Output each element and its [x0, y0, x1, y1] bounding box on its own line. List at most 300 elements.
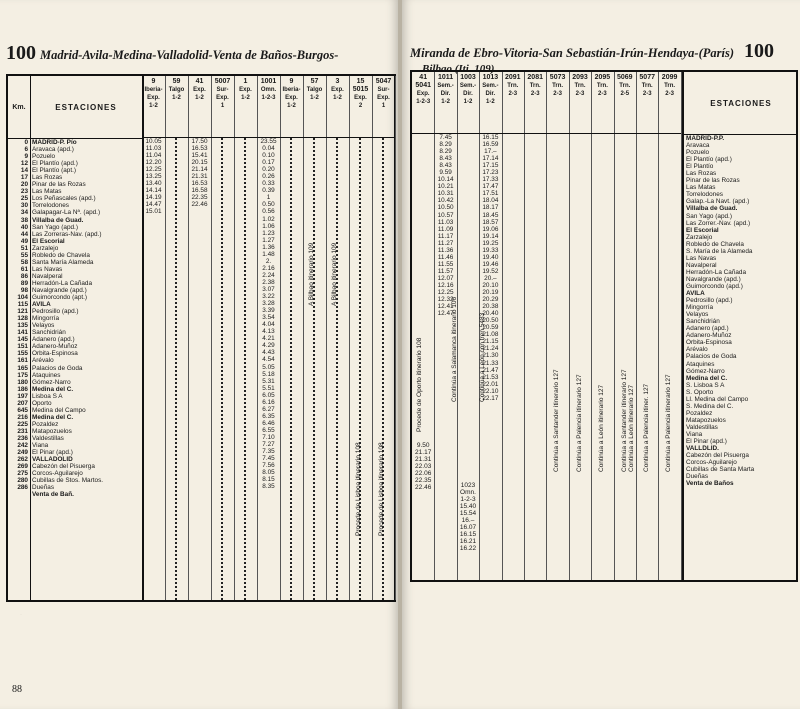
station-name: Venta de Bañ. — [32, 491, 74, 499]
km-value: 197 — [17, 392, 28, 400]
train-type: Trn. — [619, 83, 631, 89]
station-name: Santa María Alameda — [32, 258, 94, 266]
train-number: 5069 — [617, 74, 633, 81]
time-cell: 3.39 — [262, 307, 275, 315]
km-value: 141 — [17, 329, 28, 337]
time-cell: 0.04 — [262, 145, 275, 153]
km-value: 207 — [17, 399, 28, 407]
station-name: Herradón-La Cañada — [686, 268, 747, 276]
train-number: 2091 — [505, 74, 521, 81]
station-name: Valdestillas — [32, 434, 64, 442]
train-type: Exp. — [331, 87, 344, 93]
station-name: Orbita-Espinosa — [686, 339, 732, 347]
train-type: Exp. — [193, 87, 206, 93]
time-cell: 11.27 — [437, 239, 454, 247]
station-name: Lisboa S A — [32, 392, 63, 400]
train-number: 41 5041 — [415, 74, 431, 89]
station-name: Adanero (apd.) — [686, 325, 729, 333]
vertical-note: Continúa a Palencia itinerario 127 — [575, 374, 583, 472]
station-name: Las Zorreras-Nav. (apd.) — [32, 230, 102, 238]
time-cell: 4.54 — [262, 356, 275, 364]
time-cell: 16.07 — [459, 524, 477, 531]
right-table-number: 100 — [744, 40, 775, 62]
time-cell: 3.22 — [262, 293, 275, 301]
time-cell: 5.18 — [262, 370, 275, 378]
station-name: Las Rozas — [686, 170, 717, 178]
station-name: Navalperal — [32, 272, 63, 280]
km-value: 645 — [17, 406, 28, 414]
train-column — [658, 72, 681, 580]
station-name: El Plantío (apd.) — [32, 160, 78, 168]
train-number: 9 — [289, 78, 294, 85]
station-name: MADRID-P. Pío — [32, 139, 77, 146]
station-name: Arévalo — [686, 346, 708, 354]
time-cell: 18.57 — [482, 218, 499, 226]
time-cell: 10.21 — [437, 183, 454, 191]
time-cell: 3.07 — [262, 285, 275, 293]
time-cell: 21.15 — [482, 338, 499, 346]
station-name: Navalperal — [686, 261, 717, 269]
train-column — [188, 76, 212, 600]
train-class: 1-2 — [441, 99, 450, 105]
station-name: Adanero (apd.) — [32, 336, 75, 344]
train-number: 2081 — [527, 74, 543, 81]
station-name: El Escorial — [686, 226, 719, 234]
time-cell: 22.35 — [415, 477, 432, 484]
time-cell: 17.14 — [482, 155, 499, 163]
station-name: Ll. Medina del Campo — [686, 395, 749, 403]
km-value: 0 — [24, 139, 28, 146]
time-cell: 0.56 — [262, 208, 275, 216]
km-value: 121 — [17, 308, 28, 316]
left-header — [6, 42, 338, 65]
train-class: 1-2 — [149, 103, 158, 109]
km-value: 242 — [17, 442, 28, 450]
time-cell: 11.46 — [437, 253, 454, 261]
km-value: 34 — [20, 209, 28, 217]
time-cell: 12.20 — [145, 159, 162, 167]
time-cell: 12.16 — [437, 281, 454, 289]
train-type: Sem.-Dir. — [482, 83, 499, 97]
time-cell: 6.46 — [262, 419, 275, 427]
time-cell: 8.15 — [262, 476, 275, 484]
no-stop-line — [221, 138, 223, 600]
train-number: 5073 — [549, 74, 566, 81]
train-type: Trn. — [574, 83, 586, 89]
time-cell: 17.33 — [482, 176, 499, 184]
station-name: Medina del C. — [686, 374, 728, 382]
train-header — [257, 76, 280, 138]
km-value: 44 — [20, 230, 28, 238]
time-cell: 0.33 — [262, 180, 275, 188]
km-value: 145 — [17, 336, 28, 344]
station-name: El Escorial — [32, 237, 65, 245]
time-cell: 20.50 — [482, 317, 499, 325]
station-name: Galap.-La Navt. (apd.) — [686, 198, 750, 206]
station-name: Pinar de las Rozas — [32, 181, 86, 189]
station-name: El Pinar (apd.) — [32, 449, 73, 457]
time-cell: 2.24 — [262, 271, 275, 279]
station-name: Las Matas — [686, 184, 716, 192]
time-cell: 21.08 — [482, 331, 499, 339]
train-column — [636, 72, 659, 580]
train-type: Exp. — [416, 91, 430, 97]
time-cell: 9.59 — [439, 169, 452, 177]
time-cell: 15.41 — [191, 152, 208, 160]
station-name: Matapozuelos — [686, 416, 726, 424]
vertical-note: Procede de Oporto itinerario 108 — [416, 337, 423, 432]
km-value: 58 — [20, 258, 28, 266]
train-header — [280, 76, 303, 138]
km-value: 165 — [17, 364, 28, 372]
station-name: Pozaldez — [32, 420, 59, 428]
train-number: 2093 — [572, 74, 588, 81]
time-cell: 10.05 — [145, 138, 162, 145]
km-value: 12 — [20, 160, 28, 168]
time-cell: 14.47 — [145, 201, 162, 209]
km-value: 25 — [20, 195, 28, 203]
station-name: Sanchidrián — [686, 318, 720, 326]
station-name: Matapozuelos — [32, 427, 72, 435]
time-cell: 1.23 — [262, 229, 275, 237]
stations-column — [30, 76, 144, 600]
train-class: 2-3 — [598, 91, 607, 97]
train-number: 3 — [335, 78, 340, 85]
right-station-list — [684, 135, 798, 487]
no-stop-line — [336, 138, 338, 600]
station-list — [30, 139, 142, 498]
train-header — [188, 76, 211, 138]
time-cell: 1.48 — [262, 250, 275, 258]
time-cell: 16.15 — [482, 134, 499, 141]
km-value: 236 — [17, 434, 28, 442]
station-name: El Plantío (apt.) — [32, 167, 77, 175]
station-name: VALLADOLID — [32, 456, 73, 464]
station-name: Zarzalejo — [32, 244, 59, 252]
train-header — [303, 76, 326, 138]
time-cell: 11.55 — [437, 260, 454, 268]
train-column — [502, 72, 525, 580]
station-name: Pedrosillo (apd.) — [32, 308, 79, 316]
station-name: Gómez-Narro — [32, 378, 71, 386]
km-value: 40 — [20, 223, 28, 231]
train-header — [412, 72, 434, 134]
time-cell: 6.27 — [262, 405, 275, 413]
train-class: 1 — [381, 103, 386, 109]
train-type: Sur-Exp. — [216, 87, 229, 101]
km-value: 180 — [17, 378, 28, 386]
time-cell: 0.50 — [262, 201, 275, 209]
station-name: Navalgrande (apd.) — [686, 275, 741, 283]
time-cell: 8.29 — [439, 141, 452, 149]
train-column — [546, 72, 569, 580]
time-cell: 12.25 — [145, 166, 162, 174]
right-stations-header: ESTACIONES — [684, 72, 798, 135]
station-name: Herradón-La Cañada — [32, 279, 93, 287]
station-name: Ataquines — [686, 360, 715, 368]
train-type: Trn. — [641, 83, 653, 89]
station-name: Mingorría — [686, 304, 713, 312]
km-value: 231 — [17, 427, 28, 435]
station-name: Las Matas — [32, 188, 62, 196]
time-cell: 20.15 — [191, 159, 208, 167]
km-value: 155 — [17, 350, 28, 358]
km-value: 38 — [20, 216, 28, 224]
time-cell: 4.29 — [262, 342, 275, 350]
station-name: Cubillas de Santa Marta — [686, 466, 755, 474]
station-name: Las Rozas — [32, 174, 63, 182]
station-name: AVILA — [686, 290, 705, 298]
time-cell: 0.39 — [262, 187, 275, 195]
time-cell: 1-2-3 — [460, 496, 476, 503]
time-cell: 23.55 — [260, 138, 277, 145]
train-class: 2-3 — [665, 91, 674, 97]
station-name: El Plantío — [686, 163, 714, 171]
station-name: Oporto — [32, 399, 52, 407]
time-cell: 19.33 — [482, 246, 499, 254]
time-cell: 2.16 — [262, 264, 275, 272]
time-cell: 21.30 — [482, 352, 499, 360]
train-column — [257, 76, 281, 600]
train-type: Trn. — [529, 83, 541, 89]
train-header — [658, 72, 680, 134]
time-cell: 17.50 — [191, 138, 208, 145]
train-header — [326, 76, 349, 138]
station-name: Palacios de Goda — [32, 364, 83, 372]
station-name: Guimorcondo (apd.) — [686, 282, 743, 290]
vertical-note: Continúa a Salamanca itinerario 106 — [450, 296, 458, 402]
station-name: Corcos-Aguilarejo — [686, 459, 737, 467]
time-cell: 8.29 — [439, 148, 452, 156]
train-type: Talgo — [306, 87, 323, 93]
station-name: Arévalo — [32, 357, 54, 365]
right-timetable — [410, 70, 798, 582]
time-cell: 21.53 — [482, 373, 499, 381]
train-class: 1-2-3 — [261, 95, 276, 101]
train-class: 2-3 — [553, 91, 562, 97]
station-name: El Plantío (apd.) — [686, 156, 732, 164]
time-cell: 5.51 — [262, 384, 275, 392]
time-cell: 6.05 — [262, 391, 275, 399]
km-value: 262 — [17, 456, 28, 464]
train-class: 1-2-3 — [416, 99, 431, 105]
time-cell: 11.17 — [437, 232, 454, 240]
time-cell: 20.– — [484, 274, 497, 282]
km-value: 269 — [17, 463, 28, 471]
time-cell: 18.17 — [482, 204, 499, 212]
station-name: Torrelodones — [686, 191, 723, 199]
time-cell: 10.42 — [437, 197, 454, 205]
station-name: Adanero-Muñoz — [686, 332, 732, 340]
train-header — [569, 72, 591, 134]
km-value: 86 — [20, 272, 28, 280]
time-cell: 20.29 — [482, 296, 499, 304]
station-name: Ataquines — [32, 371, 61, 379]
time-cell: 4.13 — [262, 328, 275, 336]
station-name: Velayos — [32, 322, 55, 330]
station-name: Villalba de Guad. — [32, 216, 84, 224]
train-class: 1-2 — [486, 99, 495, 105]
right-route-sub: Bilbao (Iti. 109) — [422, 63, 495, 75]
time-cell: 11.36 — [437, 246, 454, 254]
km-value: 6 — [24, 146, 28, 154]
km-value: 151 — [17, 343, 28, 351]
vertical-note: A Bilbao itinerario 109 — [331, 242, 338, 306]
stations-header: ESTACIONES — [30, 76, 142, 139]
vertical-note: Procede de Lisboa itinerario 108 — [378, 442, 385, 536]
train-class: 1-2 — [172, 95, 181, 101]
time-cell: 5.05 — [262, 363, 275, 371]
time-cell: 19.46 — [482, 260, 499, 268]
train-class: 1-2 — [463, 99, 473, 105]
right-stations-column — [682, 72, 798, 580]
time-cell: 4.21 — [262, 335, 275, 343]
left-page-number: 88 — [12, 684, 22, 695]
left-timetable — [6, 74, 396, 602]
time-cell: 0.26 — [262, 173, 275, 181]
time-cell: 12.25 — [437, 289, 454, 297]
time-cell: 17.15 — [482, 162, 499, 170]
train-number: 59 — [172, 78, 181, 85]
train-header — [211, 76, 234, 138]
km-value: 104 — [17, 294, 28, 302]
train-column — [303, 76, 327, 600]
time-cell: 7.10 — [262, 433, 275, 441]
train-number: 1 — [243, 78, 248, 85]
time-cell: 17.51 — [482, 190, 499, 198]
station-name: Viana — [686, 430, 703, 438]
time-cell: 10.57 — [437, 211, 454, 219]
train-number: 5047 — [375, 78, 392, 85]
time-cell: 1023 — [460, 482, 476, 489]
train-number: 15 5015 — [352, 78, 369, 93]
train-header — [372, 76, 395, 138]
station-name: AVILA — [32, 301, 51, 309]
time-cell: 6.35 — [262, 412, 275, 420]
station-name: Navalgrande (apd.) — [32, 286, 87, 294]
time-cell: 8.35 — [262, 483, 275, 491]
km-value: 275 — [17, 470, 28, 478]
time-cell: 9.50 — [416, 442, 430, 449]
time-cell: 7.27 — [262, 441, 275, 449]
time-cell: 22.17 — [482, 394, 499, 402]
train-header — [457, 72, 479, 134]
station-name: Torrelodones — [32, 202, 69, 210]
train-type: Trn. — [596, 83, 608, 89]
station-name: Villalba de Guad. — [686, 205, 738, 213]
time-cell: 11.04 — [145, 152, 162, 160]
train-number: 5007 — [214, 78, 231, 85]
train-type: Trn. — [664, 83, 676, 89]
train-class: 1-2 — [195, 95, 204, 101]
station-name: Pedrosillo (apd.) — [686, 297, 733, 305]
time-cell: 14.19 — [145, 194, 162, 202]
time-cell: 21.31 — [191, 173, 208, 181]
time-cell: 21.14 — [191, 166, 208, 174]
station-name: Aravaca — [686, 142, 710, 150]
time-cell: 8.43 — [439, 162, 452, 170]
time-cell: 22.01 — [482, 380, 499, 388]
train-header — [234, 76, 257, 138]
time-cell: Omn. — [460, 489, 476, 496]
km-value: 51 — [20, 244, 28, 252]
km-column — [8, 76, 31, 600]
station-name: Pinar de las Rozas — [686, 177, 740, 185]
vertical-note: Continúa a León con tren 5483 — [479, 312, 487, 402]
train-header — [546, 72, 568, 134]
time-cell: 8.43 — [439, 155, 452, 163]
train-number: 2095 — [594, 74, 611, 81]
time-cell: 16.15 — [459, 531, 477, 538]
time-cell: 16.22 — [459, 545, 477, 552]
time-cell: 5.31 — [262, 377, 275, 385]
time-cell: 21.31 — [415, 456, 432, 463]
km-value: 17 — [20, 174, 28, 182]
time-cell: 7.45 — [439, 134, 452, 141]
station-name: VALLDLID. — [686, 445, 719, 453]
station-name: Las Navas — [686, 254, 717, 262]
km-value: 23 — [20, 188, 28, 196]
time-cell: 1.02 — [262, 215, 275, 223]
train-number: 1001 — [260, 78, 277, 85]
time-cell: 1.27 — [262, 236, 275, 244]
right-page — [402, 0, 800, 709]
time-cell: 6.55 — [262, 426, 275, 434]
station-name: Robledo de Chavela — [32, 251, 90, 259]
train-class: 2-5 — [620, 91, 630, 97]
train-header — [636, 72, 658, 134]
time-cell: 11.03 — [145, 145, 162, 153]
km-value: 286 — [17, 484, 28, 492]
train-header — [142, 76, 165, 138]
time-cell: 20.59 — [482, 324, 499, 332]
station-name: San Yago (apd.) — [32, 223, 78, 231]
station-name: Venta de Baños — [686, 480, 734, 488]
km-value: 225 — [17, 420, 28, 428]
time-cell: 4.04 — [262, 321, 275, 329]
train-column — [457, 72, 480, 580]
time-cell: 14.14 — [145, 187, 162, 195]
station-name: Valdestillas — [686, 423, 718, 431]
train-class: 1-2 — [310, 95, 319, 101]
time-cell: 22.03 — [415, 463, 432, 470]
station-name: Gómez-Narro — [686, 367, 725, 375]
station-name: S. María de la Alameda — [686, 247, 753, 255]
time-cell: 0.10 — [262, 152, 275, 160]
left-route-title: Madrid-Avila-Medina-Valladolid-Venta de Baños-Burgos- — [40, 48, 339, 62]
km-value: 20 — [20, 181, 28, 189]
km-value: 128 — [17, 315, 28, 323]
train-column — [569, 72, 592, 580]
station-name: Pozuelo — [32, 153, 56, 161]
train-class: 2-3 — [508, 91, 518, 97]
station-name: Guimorcondo (apt.) — [32, 294, 88, 302]
time-cell: 15.01 — [145, 208, 162, 216]
station-name: Palacios de Goda — [686, 353, 737, 361]
time-cell: 16.– — [461, 517, 475, 524]
station-name: Corcos-Aguilarejo — [32, 470, 83, 478]
station-name: Adanero-Muñoz — [32, 343, 78, 351]
time-cell: 8.05 — [262, 469, 275, 477]
station-name: Medina del C. — [32, 385, 74, 393]
time-cell: 20.10 — [482, 281, 499, 289]
train-type: Sem.-Dir. — [437, 83, 454, 97]
time-cell: 19.06 — [482, 225, 499, 233]
station-name: Las Zorrer.-Nav. (apd.) — [686, 219, 751, 227]
train-column — [211, 76, 235, 600]
km-value: 115 — [17, 301, 28, 309]
time-cell: 16.59 — [482, 141, 499, 149]
